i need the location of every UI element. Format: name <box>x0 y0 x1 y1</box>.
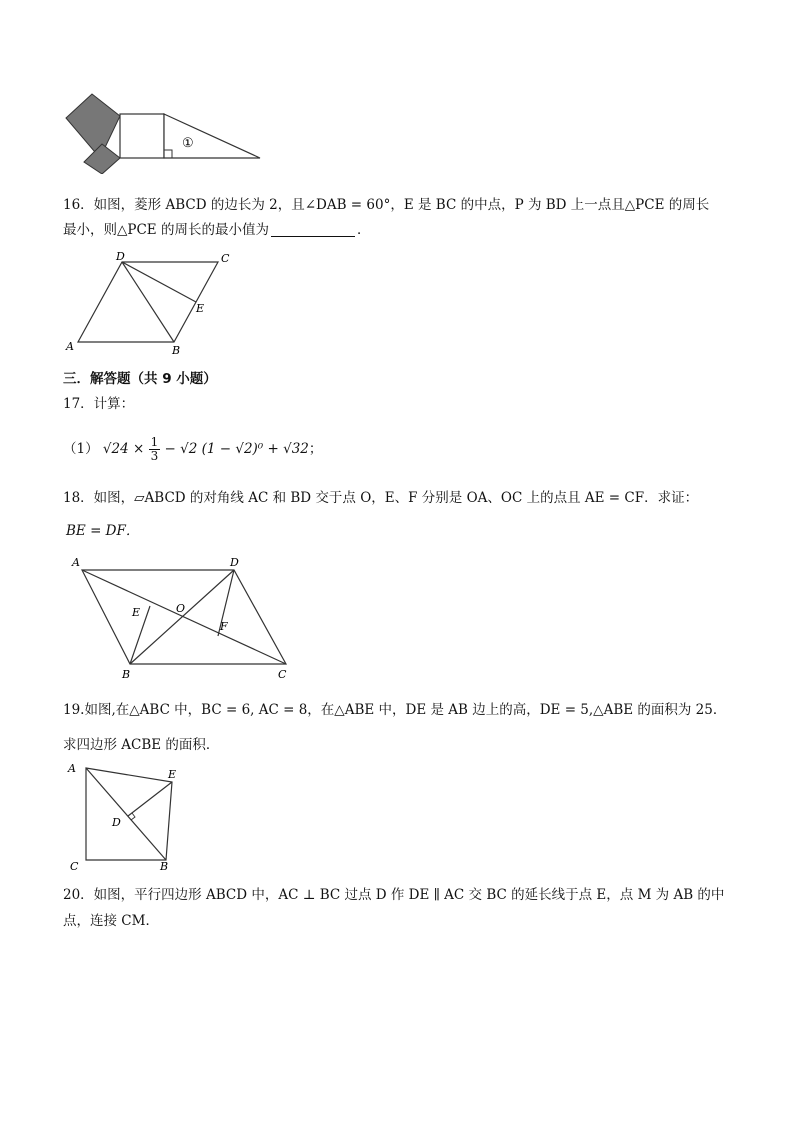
q20-line1: 20．如图，平行四边形 ABCD 中，AC ⊥ BC 过点 D 作 DE ∥ AC 交 BC 的延长线于点 E，点 M 为 AB 的中 <box>63 887 725 903</box>
q18-label-c: C <box>278 668 287 681</box>
fig15-diagram <box>62 90 266 174</box>
q16-label-b: B <box>172 344 181 357</box>
q18-parallelogram-diagram <box>62 552 298 684</box>
q18-label-d: D <box>230 556 239 569</box>
fig15-label: ① <box>182 136 194 151</box>
q16-diagonal-bd <box>122 262 174 342</box>
q19-label-e: E <box>168 768 177 781</box>
q19-line1: 19.如图,在△ABC 中，BC = 6, AC = 8，在△ABE 中，DE 是 AB 边上的高，DE = 5,△ABE 的面积为 25． <box>63 702 727 718</box>
q19-quadrilateral-diagram <box>62 758 192 874</box>
q18-diagonal-ac <box>82 570 286 664</box>
q17-frac-num: 1 <box>150 435 159 449</box>
q20-line2: 点，连接 CM． <box>63 913 159 929</box>
q18-line2: BE = DF． <box>66 523 140 539</box>
q16-segment-de <box>122 262 196 302</box>
q18-label-f: F <box>220 620 228 633</box>
q18-line1: 18．如图，▱ABCD 的对角线 AC 和 BD 交于点 O，E、F 分别是 OA、OC 上的点且 AE = CF．求证： <box>63 490 699 506</box>
q18-label-o: O <box>176 602 186 615</box>
q19-line2: 求四边形 ACBE 的面积． <box>63 737 220 753</box>
q16-rhombus-diagram <box>62 250 242 358</box>
fig15-square-large <box>66 94 120 158</box>
q19-label-b: B <box>160 860 169 873</box>
q17-expr-a: √24 × <box>102 441 145 457</box>
q17-part1-end: ； <box>308 441 323 457</box>
q16-line2 <box>63 221 370 239</box>
q17-expr-b: − √2 (1 − √2)⁰ + √32 <box>164 441 309 457</box>
q17-fraction <box>149 436 161 463</box>
q19-right-angle <box>131 813 135 820</box>
q16-line1: 16．如图，菱形 ABCD 的边长为 2，且∠DAB = 60°，E 是 BC 的中点，P 为 BD 上一点且△PCE 的周长 <box>63 197 710 213</box>
q16-label-a: A <box>66 340 74 353</box>
fig15-triangle <box>164 114 260 158</box>
q19-segment-ab <box>86 768 166 860</box>
q17-title: 17．计算： <box>63 396 135 412</box>
q17-part1 <box>63 432 322 466</box>
q19-label-c: C <box>70 860 79 873</box>
q16-label-c: C <box>221 252 230 265</box>
fig15-square-center <box>120 114 164 158</box>
q16-answer-blank[interactable] <box>271 222 355 237</box>
q16-line2-end: ． <box>356 222 371 238</box>
q19-label-a: A <box>68 762 76 775</box>
q17-part1-label: （1） <box>63 441 99 457</box>
q16-line2-text: 最小，则△PCE 的周长的最小值为 <box>63 222 269 238</box>
q17-frac-den: 3 <box>150 449 159 463</box>
q18-label-a: A <box>72 556 80 569</box>
q19-label-d: D <box>112 816 121 829</box>
fig15-square-small <box>84 144 120 174</box>
q18-label-b: B <box>122 668 131 681</box>
q19-height-de <box>128 782 172 816</box>
q16-label-e: E <box>196 302 205 315</box>
q18-label-e: E <box>132 606 141 619</box>
q16-label-d: D <box>116 250 125 263</box>
section-3-title: 三．解答题（共 9 小题） <box>63 371 217 387</box>
q19-quadrilateral <box>86 768 172 860</box>
